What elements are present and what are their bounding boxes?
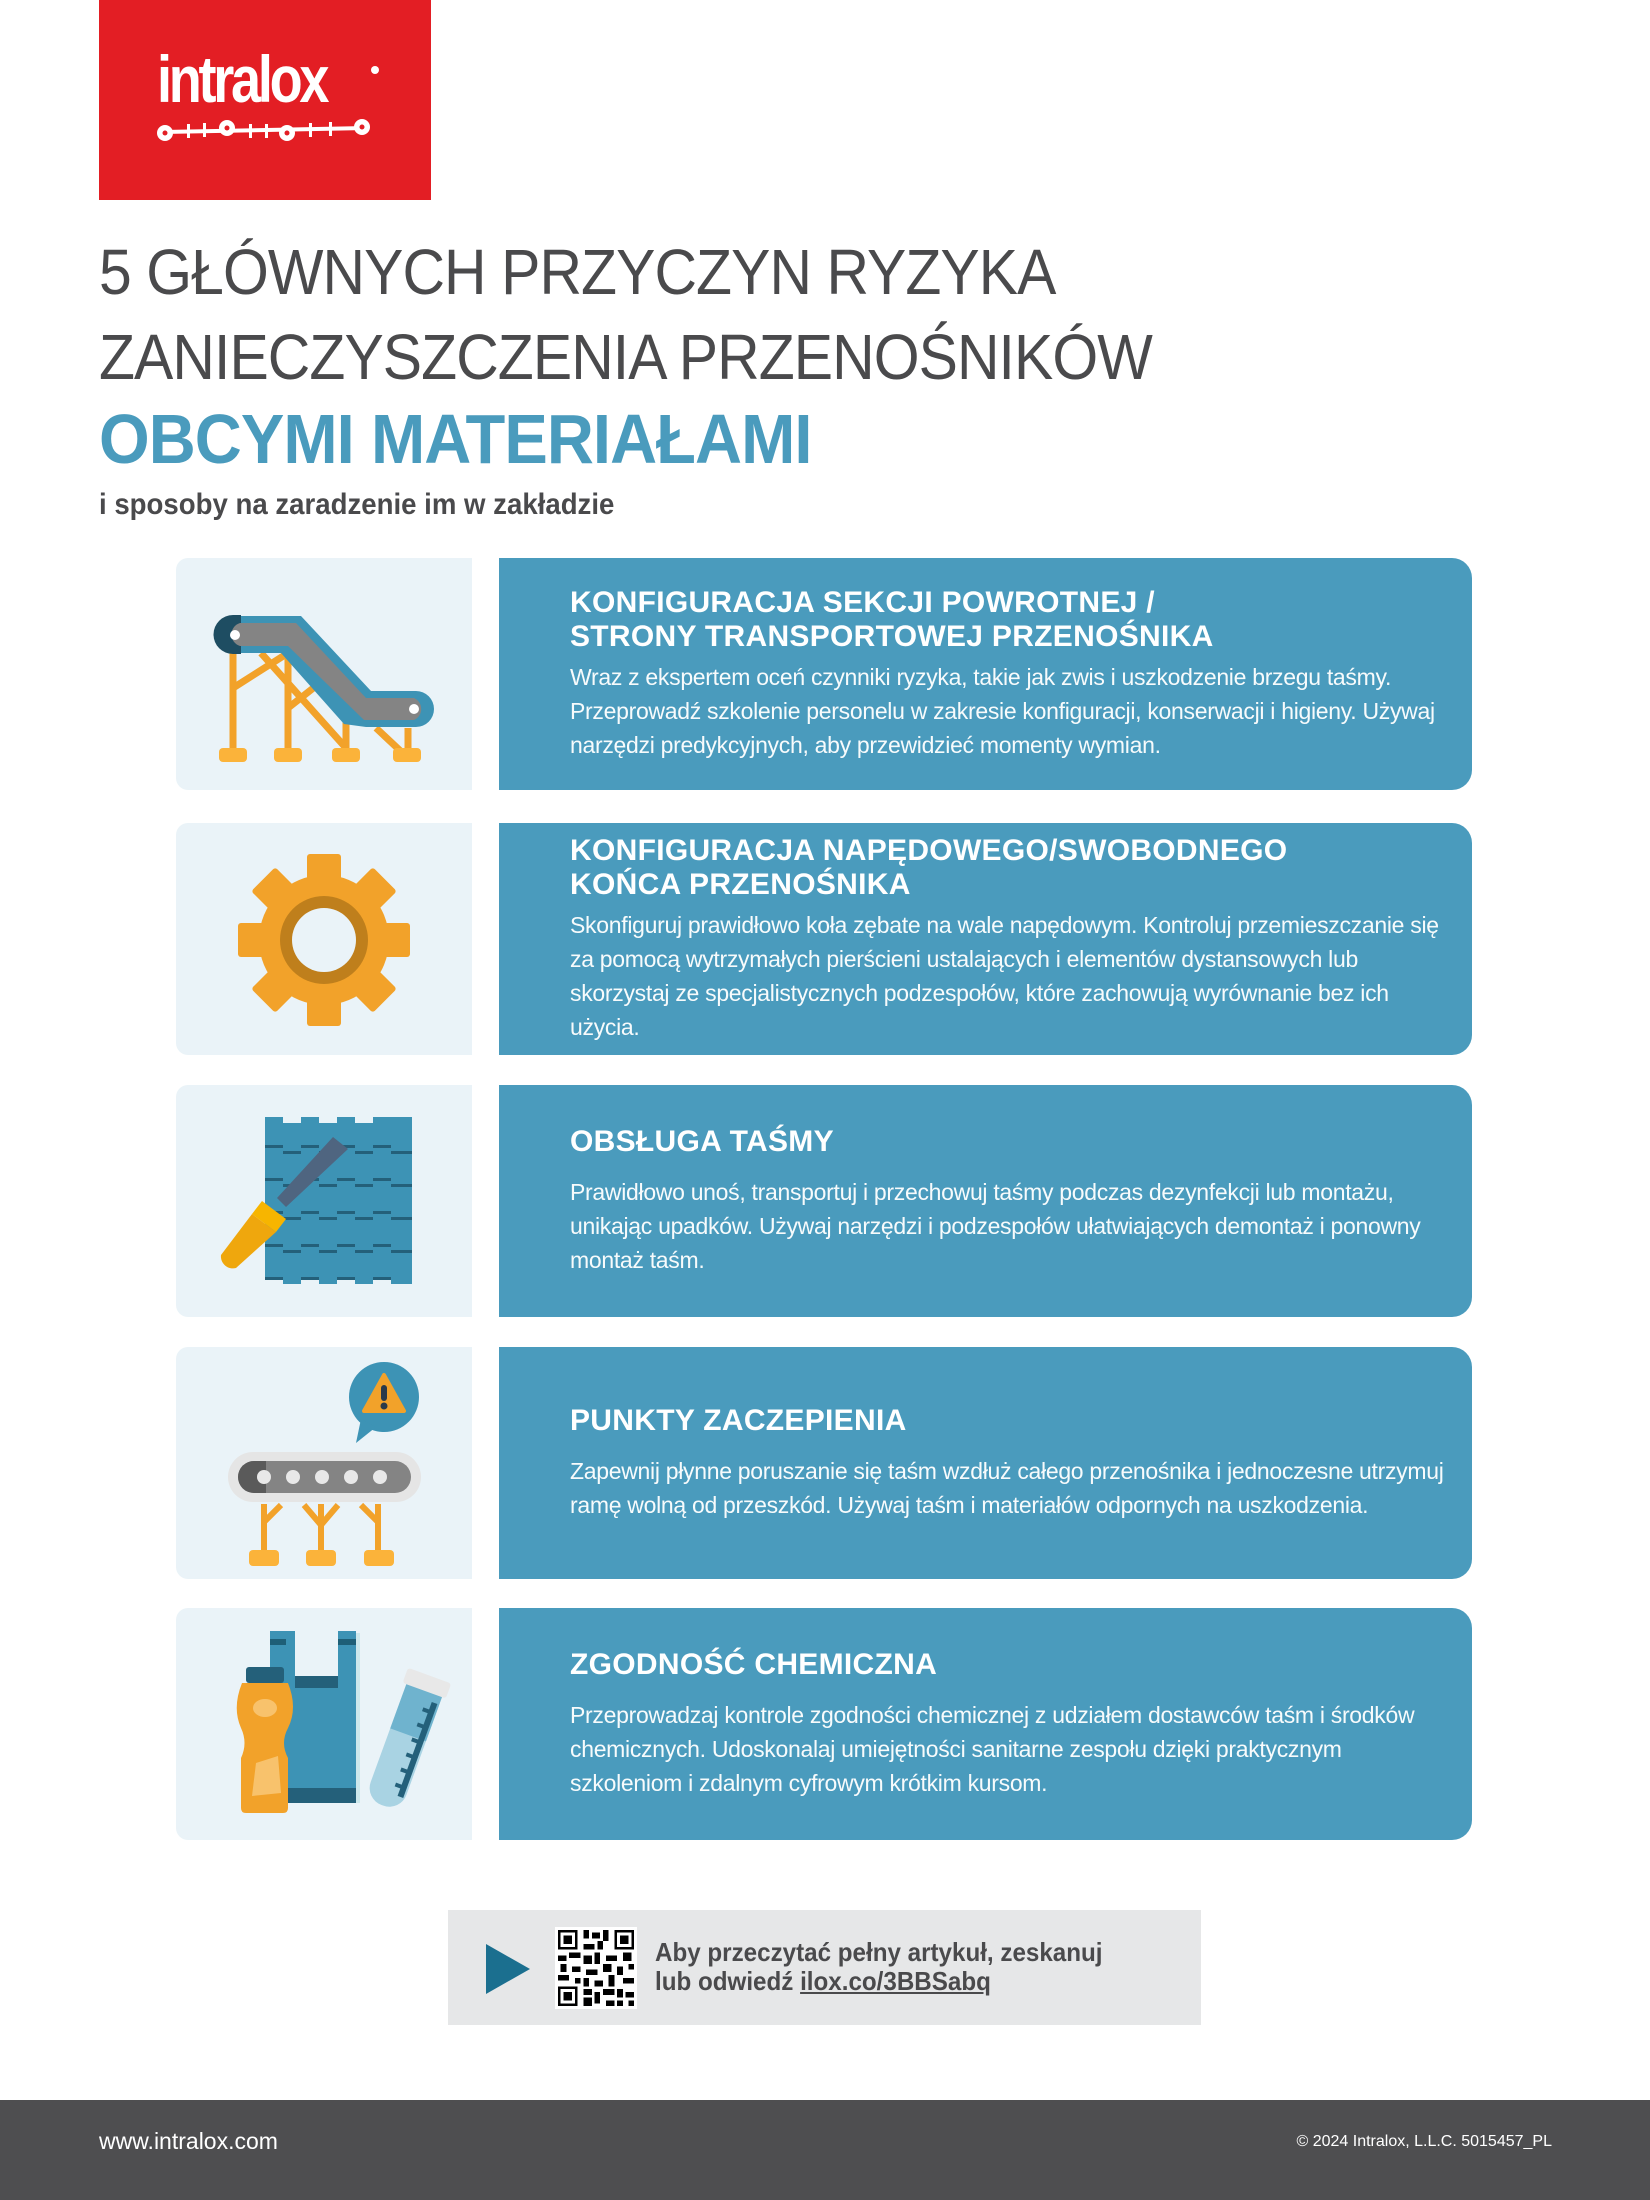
page-title-line-1: 5 GŁÓWNYCH PRZYCZYN RYZYKA (99, 236, 1056, 308)
page-subtitle: i sposoby na zaradzenie im w zakładzie (99, 488, 615, 521)
card-icon-panel (176, 823, 472, 1055)
belt-screwdriver-icon (176, 1085, 472, 1317)
chain-belt-icon (157, 118, 373, 144)
registered-mark-icon (371, 66, 379, 74)
card-description: Wraz z ekspertem oceń czynniki ryzyka, takie jak zwis i uszkodzenie brzegu taśmy. Przeprowadź szkolenie personelu w zakresie konfiguracji, konserwacji i higieny. Używaj narzędzi predykcyjnych, aby przewidzieć momenty wymian. (570, 664, 1435, 758)
qr-code-icon[interactable] (555, 1927, 637, 2009)
card-return-carryway (499, 558, 1472, 790)
page-title-accent: OBCYMI MATERIAŁAMI (99, 400, 812, 478)
gear-icon (176, 823, 472, 1055)
footer-website-link[interactable]: www.intralox.com (99, 2128, 278, 2154)
page-title-line-2: ZANIECZYSZCZENIA PRZENOŚNIKÓW (99, 321, 1152, 393)
card-description: Przeprowadzaj kontrole zgodności chemicznej z udziałem dostawców taśm i środków chemicznych. Udoskonalaj umiejętności sanitarne zespołu dzięki praktycznym szkoleniom i zdalnym cyfrowym krótkim kursom. (570, 1702, 1415, 1796)
intralox-logo[interactable] (99, 0, 431, 200)
play-triangle-icon (486, 1944, 530, 1994)
card-description: Prawidłowo unoś, transportuj i przechowuj taśmy podczas dezynfekcji lub montażu, unikając upadków. Używaj narzędzi i podzespołów ułatwiających demontaż i ponowny montaż taśm. (570, 1179, 1421, 1273)
chemicals-icon (176, 1608, 472, 1840)
cta-text: Aby przeczytać pełny artykuł, zeskanuj lub odwiedź ilox.co/3BBSabq (655, 1937, 1103, 1996)
footer-copyright: © 2024 Intralox, L.L.C. 5015457_PL (1296, 2133, 1552, 2150)
card-description: Zapewnij płynne poruszanie się taśm wzdłuż całego przenośnika i jednoczesne utrzymuj ramę wolną od przeszkód. Używaj taśm i materiałów odpornych na uszkodzenia. (570, 1458, 1444, 1518)
card-title: PUNKTY ZACZEPIENIA (570, 1404, 907, 1437)
article-link[interactable]: ilox.co/3BBSabq (800, 1966, 991, 1996)
footer (0, 2100, 1650, 2200)
card-icon-panel (176, 558, 472, 790)
card-title: ZGODNOŚĆ CHEMICZNA (570, 1648, 938, 1681)
card-title: KONFIGURACJA SEKCJI POWROTNEJ / STRONY TRANSPORTOWEJ PRZENOŚNIKA (570, 586, 1214, 653)
read-article-cta (448, 1910, 1201, 2025)
card-title: KONFIGURACJA NAPĘDOWEGO/SWOBODNEGO KOŃCA PRZENOŚNIKA (570, 834, 1288, 901)
card-icon-panel (176, 1085, 472, 1317)
card-catch-points (499, 1347, 1472, 1579)
logo-wordmark: intralox (157, 42, 327, 116)
card-description: Skonfiguruj prawidłowo koła zębate na wale napędowym. Kontroluj przemieszczanie się za pomocą wytrzymałych pierścieni ustalających i elementów dystansowych lub skorzystaj ze specjalistycznych podzespołów, które zachowują wyrównanie bez ich użycia. (570, 912, 1439, 1040)
card-chemical-compatibility (499, 1608, 1472, 1840)
card-drive-idle-end (499, 823, 1472, 1055)
conveyor-warning-icon (176, 1347, 472, 1579)
card-belt-handling (499, 1085, 1472, 1317)
card-icon-panel (176, 1608, 472, 1840)
card-title: OBSŁUGA TAŚMY (570, 1125, 834, 1158)
incline-conveyor-icon (176, 558, 472, 790)
card-icon-panel (176, 1347, 472, 1579)
